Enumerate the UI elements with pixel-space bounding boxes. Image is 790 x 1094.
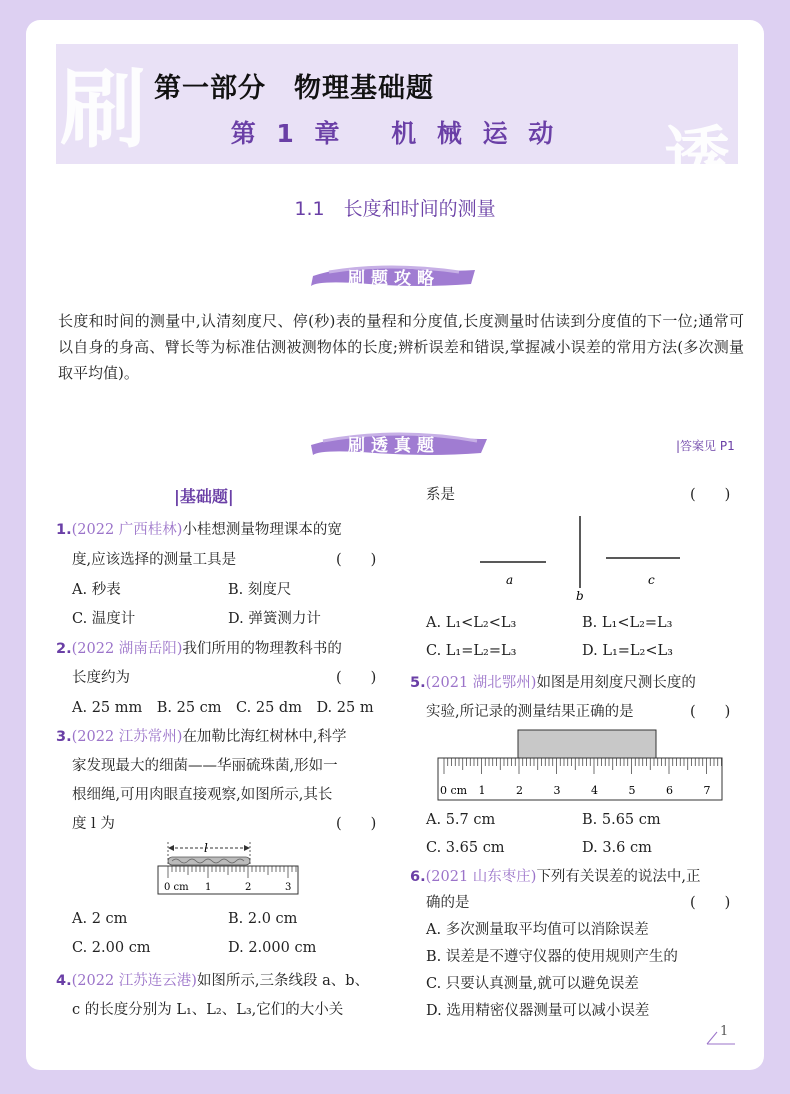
q3-tick-label-1: 1 xyxy=(205,882,212,893)
q5-option-d[interactable]: D. 3.6 cm xyxy=(582,840,652,856)
chapter-title: 第 1 章 机 械 运 动 xyxy=(230,119,560,148)
q1-answer-blank[interactable]: ( ) xyxy=(336,552,377,568)
answer-reference: |答案见 P1 xyxy=(676,439,735,453)
q2-line2: 长度约为 xyxy=(72,670,130,686)
q5-number: 5. xyxy=(410,675,426,691)
q2-answer-blank[interactable]: ( ) xyxy=(336,670,377,686)
q3-option-d[interactable]: D. 2.000 cm xyxy=(228,940,317,956)
ruler-tick-label: 7 xyxy=(703,784,711,797)
q3-option-a[interactable]: A. 2 cm xyxy=(72,911,128,927)
basic-heading: |基础题| xyxy=(174,487,234,506)
q4-number: 4. xyxy=(56,973,72,989)
q5-line2: 实验,所记录的测量结果正确的是 xyxy=(426,704,634,720)
q4-line1 xyxy=(56,969,369,990)
q3-option-c[interactable]: C. 2.00 cm xyxy=(72,940,151,956)
q3-line3: 根细绳,可用肉眼直接观察,如图所示,其长 xyxy=(72,787,333,803)
q1-option-c[interactable]: C. 温度计 xyxy=(72,611,136,627)
intro-paragraph: 长度和时间的测量中,认清刻度尺、停(秒)表的量程和分度值,长度测量时估读到分度值的下一位;通常可以自身的身高、臂长等为标准估测被测物体的长度;辨析误差和错误,掌握减小误差的常用方法(多次测量取平均值)。 xyxy=(58,312,744,382)
q4-option-c[interactable]: C. L₁=L₂=L₃ xyxy=(426,643,517,659)
q3-line4: 度 l 为 xyxy=(72,816,115,832)
ruler-tick-label: 4 xyxy=(591,784,598,797)
q3-ruler-figure xyxy=(150,838,310,898)
q1-source: (2022 广西桂林) xyxy=(71,522,183,538)
q4-fig-b: b xyxy=(576,589,584,602)
q2-stem: 我们所用的物理教科书的 xyxy=(182,641,342,657)
section-title: 1.1 长度和时间的测量 xyxy=(294,198,496,220)
q6-option-d[interactable]: D. 选用精密仪器测量可以减小误差 xyxy=(426,1003,650,1019)
q4-fig-c: c xyxy=(648,573,655,587)
q3-tick-label-0: 0 cm xyxy=(164,882,189,893)
q4-option-b[interactable]: B. L₁<L₂=L₃ xyxy=(582,615,673,631)
real-exam-label-text: 刷透真题 xyxy=(348,436,440,456)
strategy-label-text: 刷题攻略 xyxy=(348,269,440,289)
q3-source: (2022 江苏常州) xyxy=(71,729,183,745)
q4-source: (2022 江苏连云港) xyxy=(71,973,197,989)
q3-tick-label-2: 2 xyxy=(245,882,252,893)
q6-source: (2021 山东枣庄) xyxy=(425,869,537,885)
q5-option-a[interactable]: A. 5.7 cm xyxy=(426,812,496,828)
ruler-tick-label: 0 cm xyxy=(440,784,468,797)
q5-option-b[interactable]: B. 5.65 cm xyxy=(582,812,661,828)
q3-stem: 在加勒比海红树林中,科学 xyxy=(182,729,347,745)
q1-option-b[interactable]: B. 刻度尺 xyxy=(228,582,292,598)
q4-line-segments-figure xyxy=(470,512,700,602)
ruler-tick-label: 2 xyxy=(516,784,523,797)
q1-line2: 度,应该选择的测量工具是 xyxy=(72,552,237,568)
q5-line1 xyxy=(410,671,696,692)
q5-stem: 如图是用刻度尺测长度的 xyxy=(536,675,696,691)
q2-line1 xyxy=(56,637,342,658)
q3-number: 3. xyxy=(56,729,72,745)
q4-fig-a: a xyxy=(506,573,514,587)
q3-fig-l: l xyxy=(204,841,208,855)
q4-option-a[interactable]: A. L₁<L₂<L₃ xyxy=(426,615,517,631)
q4-line3: 系是 xyxy=(426,487,455,503)
q4-answer-blank[interactable]: ( ) xyxy=(690,487,731,503)
q6-option-b[interactable]: B. 误差是不遵守仪器的使用规则产生的 xyxy=(426,949,678,965)
ruler-tick-label: 6 xyxy=(666,784,673,797)
q2-options[interactable]: A. 25 mm B. 25 cm C. 25 dm D. 25 m xyxy=(72,700,374,716)
q5-ruler-figure xyxy=(436,728,726,802)
q6-line2: 确的是 xyxy=(426,895,470,911)
q1-number: 1. xyxy=(56,522,72,538)
q1-option-a[interactable]: A. 秒表 xyxy=(72,582,121,598)
q3-option-b[interactable]: B. 2.0 cm xyxy=(228,911,298,927)
real-exam-label xyxy=(309,427,479,457)
brush-character-left: 刷 xyxy=(60,59,146,160)
q6-stem: 下列有关误差的说法中,正 xyxy=(536,869,701,885)
q5-option-c[interactable]: C. 3.65 cm xyxy=(426,840,505,856)
q6-answer-blank[interactable]: ( ) xyxy=(690,895,731,911)
q6-option-a[interactable]: A. 多次测量取平均值可以消除误差 xyxy=(426,922,649,938)
ruler-tick-label: 5 xyxy=(628,784,636,797)
q4-line2: c 的长度分别为 L₁、L₂、L₃,它们的大小关 xyxy=(72,1002,344,1018)
q3-answer-blank[interactable]: ( ) xyxy=(336,816,377,832)
q2-number: 2. xyxy=(56,641,72,657)
strategy-label xyxy=(309,260,479,290)
part-title: 第一部分 物理基础题 xyxy=(154,73,434,104)
page-number: 1 xyxy=(720,1024,729,1039)
q1-line1 xyxy=(56,518,342,539)
brush-character-right: 透 xyxy=(664,118,730,196)
q1-stem: 小桂想测量物理课本的宽 xyxy=(182,522,342,538)
ruler-tick-label: 1 xyxy=(478,784,486,797)
q5-source: (2021 湖北鄂州) xyxy=(425,675,537,691)
q4-stem: 如图所示,三条线段 a、b、 xyxy=(196,973,370,989)
q6-number: 6. xyxy=(410,869,426,885)
q6-line1 xyxy=(410,865,701,886)
q3-line1 xyxy=(56,725,347,746)
q3-tick-label-3: 3 xyxy=(285,882,292,893)
q4-option-d[interactable]: D. L₁=L₂<L₃ xyxy=(582,643,673,659)
q3-line2: 家发现最大的细菌——华丽硫珠菌,形如一 xyxy=(72,758,338,774)
ruler-tick-label: 3 xyxy=(553,784,561,797)
q1-option-d[interactable]: D. 弹簧测力计 xyxy=(228,611,321,627)
q2-source: (2022 湖南岳阳) xyxy=(71,641,183,657)
q5-answer-blank[interactable]: ( ) xyxy=(690,704,731,720)
q6-option-c[interactable]: C. 只要认真测量,就可以避免误差 xyxy=(426,976,639,992)
